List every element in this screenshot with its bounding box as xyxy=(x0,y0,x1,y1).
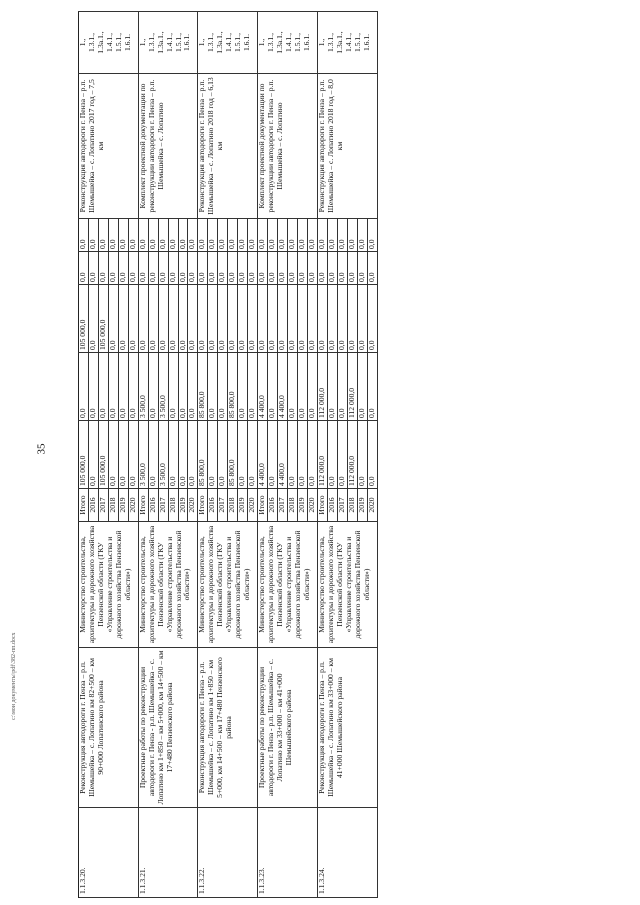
local-budget-cell: 0,0 xyxy=(347,252,357,285)
indicator-codes: 1., 1.3.1., 1.3а.1., 1.4.1., 1.5.1., 1.6.1. xyxy=(138,12,198,74)
program-table xyxy=(78,11,378,898)
local-budget-cell: 0,0 xyxy=(327,252,337,285)
year-cell: 2017 xyxy=(98,489,108,522)
local-budget-cell: 0,0 xyxy=(268,252,278,285)
row-number: 1.1.3.24. xyxy=(317,808,377,898)
table-row xyxy=(138,12,148,898)
total-cell: 0,0 xyxy=(108,421,118,489)
row-number: 1.1.3.22. xyxy=(198,808,258,898)
total-cell: 0,0 xyxy=(297,421,307,489)
federal-budget-cell: 0,0 xyxy=(248,285,258,353)
other-sources-cell: 0,0 xyxy=(288,219,298,252)
local-budget-cell: 0,0 xyxy=(168,252,178,285)
regional-budget-cell: 0,0 xyxy=(208,353,218,421)
total-cell: 0,0 xyxy=(168,421,178,489)
table-row xyxy=(198,12,208,898)
total-cell: 0,0 xyxy=(248,421,258,489)
total-cell: 0,0 xyxy=(178,421,188,489)
regional-budget-cell: 0,0 xyxy=(168,353,178,421)
year-cell: 2020 xyxy=(128,489,138,522)
executor: Министерство строительства, архитектуры и дорожного хозяйства Пензенской области (ГКУ «Управление строительства и дорожного хозяйства Пензенской области») xyxy=(317,522,377,648)
year-cell: 2016 xyxy=(88,489,98,522)
total-cell: 85 800,0 xyxy=(228,421,238,489)
indicator-codes: 1., 1.3.1., 1.3а.1., 1.4.1., 1.5.1., 1.6.1. xyxy=(198,12,258,74)
result-description: Реконструкция автодороги г. Пенза – р.п. Шемышейка – с. Лопатино 2017 год – 7,5 км xyxy=(79,74,139,219)
federal-budget-cell: 0,0 xyxy=(178,285,188,353)
year-cell: 2016 xyxy=(327,489,337,522)
regional-budget-cell: 3 500,0 xyxy=(158,353,168,421)
regional-budget-cell: 0,0 xyxy=(327,353,337,421)
local-budget-cell: 0,0 xyxy=(148,252,158,285)
year-cell: 2018 xyxy=(288,489,298,522)
rotated-table-area xyxy=(78,12,608,898)
regional-budget-cell: 0,0 xyxy=(178,353,188,421)
total-cell: 0,0 xyxy=(268,421,278,489)
measure-name: Проектные работы по реконструкции автодороги г. Пенза - р.п. Шемышейка – с. Лопатино км 1+850 – км 5+000, км 14+500 – км 17+480 Пензенского района xyxy=(138,648,198,808)
total-cell: 0,0 xyxy=(148,421,158,489)
federal-budget-cell: 0,0 xyxy=(317,285,327,353)
other-sources-cell: 0,0 xyxy=(138,219,148,252)
total-cell: 0,0 xyxy=(327,421,337,489)
year-cell: 2019 xyxy=(118,489,128,522)
other-sources-cell: 0,0 xyxy=(367,219,377,252)
other-sources-cell: 0,0 xyxy=(297,219,307,252)
local-budget-cell: 0,0 xyxy=(118,252,128,285)
other-sources-cell: 0,0 xyxy=(148,219,158,252)
row-number: 1.1.3.20. xyxy=(79,808,139,898)
federal-budget-cell: 0,0 xyxy=(188,285,198,353)
result-description: Реконструкция автодороги г. Пенза – р.п. Шемышейка – с. Лопатино 2018 год – 8,0 км xyxy=(317,74,377,219)
year-cell: 2020 xyxy=(307,489,317,522)
executor: Министерство строительства, архитектуры и дорожного хозяйства Пензенской области (ГКУ «Управление строительства и дорожного хозяйства Пензенской области») xyxy=(198,522,258,648)
local-budget-cell: 0,0 xyxy=(357,252,367,285)
other-sources-cell: 0,0 xyxy=(268,219,278,252)
federal-budget-cell: 0,0 xyxy=(198,285,208,353)
regional-budget-cell: 0,0 xyxy=(148,353,158,421)
table-row xyxy=(79,12,89,898)
total-cell: 0,0 xyxy=(307,421,317,489)
local-budget-cell: 0,0 xyxy=(108,252,118,285)
other-sources-cell: 0,0 xyxy=(208,219,218,252)
other-sources-cell: 0,0 xyxy=(357,219,367,252)
row-number: 1.1.3.21. xyxy=(138,808,198,898)
total-cell: 112 000,0 xyxy=(317,421,327,489)
regional-budget-cell: 4 400,0 xyxy=(278,353,288,421)
other-sources-cell: 0,0 xyxy=(347,219,357,252)
year-cell: 2018 xyxy=(108,489,118,522)
federal-budget-cell: 0,0 xyxy=(278,285,288,353)
regional-budget-cell: 0,0 xyxy=(268,353,278,421)
executor: Министерство строительства, архитектуры и дорожного хозяйства Пензенской области (ГКУ «Управление строительства и дорожного хозяйства Пензенской области») xyxy=(138,522,198,648)
local-budget-cell: 0,0 xyxy=(307,252,317,285)
total-cell: 0,0 xyxy=(188,421,198,489)
regional-budget-cell: 0,0 xyxy=(98,353,108,421)
other-sources-cell: 0,0 xyxy=(238,219,248,252)
year-cell: Итого xyxy=(258,489,268,522)
regional-budget-cell: 112 000,0 xyxy=(347,353,357,421)
executor: Министерство строительства, архитектуры и дорожного хозяйства Пензенской области (ГКУ «Управление строительства и дорожного хозяйства Пензенской области») xyxy=(258,522,318,648)
regional-budget-cell: 4 400,0 xyxy=(258,353,268,421)
footer-file-path: c:\мои документы\pdf\382-пп.docx xyxy=(11,632,17,720)
federal-budget-cell: 0,0 xyxy=(88,285,98,353)
table-body xyxy=(79,12,378,898)
measure-name: Проектные работы по реконструкции автодороги г. Пенза - р.п. Шемышейка – с. Лопатино км 33+000 – км 41+000 Шемышейского района xyxy=(258,648,318,808)
total-cell: 0,0 xyxy=(357,421,367,489)
local-budget-cell: 0,0 xyxy=(367,252,377,285)
regional-budget-cell: 0,0 xyxy=(238,353,248,421)
regional-budget-cell: 0,0 xyxy=(128,353,138,421)
regional-budget-cell: 0,0 xyxy=(118,353,128,421)
other-sources-cell: 0,0 xyxy=(88,219,98,252)
year-cell: 2020 xyxy=(367,489,377,522)
local-budget-cell: 0,0 xyxy=(138,252,148,285)
federal-budget-cell: 0,0 xyxy=(367,285,377,353)
rotated-table-wrapper xyxy=(78,12,608,898)
result-description: Комплект проектной документации по реконструкции автодороги г. Пенза – р.п. Шемышейка – с. Лопатино xyxy=(138,74,198,219)
year-cell: 2018 xyxy=(347,489,357,522)
regional-budget-cell: 0,0 xyxy=(88,353,98,421)
other-sources-cell: 0,0 xyxy=(188,219,198,252)
total-cell: 0,0 xyxy=(288,421,298,489)
regional-budget-cell: 0,0 xyxy=(297,353,307,421)
total-cell: 0,0 xyxy=(208,421,218,489)
other-sources-cell: 0,0 xyxy=(317,219,327,252)
regional-budget-cell: 3 500,0 xyxy=(138,353,148,421)
table-row xyxy=(258,12,268,898)
federal-budget-cell: 0,0 xyxy=(327,285,337,353)
year-cell: 2017 xyxy=(278,489,288,522)
local-budget-cell: 0,0 xyxy=(288,252,298,285)
local-budget-cell: 0,0 xyxy=(208,252,218,285)
year-cell: 2017 xyxy=(337,489,347,522)
local-budget-cell: 0,0 xyxy=(278,252,288,285)
regional-budget-cell: 0,0 xyxy=(288,353,298,421)
year-cell: 2020 xyxy=(188,489,198,522)
local-budget-cell: 0,0 xyxy=(297,252,307,285)
year-cell: Итого xyxy=(138,489,148,522)
federal-budget-cell: 0,0 xyxy=(337,285,347,353)
federal-budget-cell: 0,0 xyxy=(288,285,298,353)
total-cell: 105 000,0 xyxy=(79,421,89,489)
other-sources-cell: 0,0 xyxy=(198,219,208,252)
page-number: 35 xyxy=(35,443,48,455)
regional-budget-cell: 85 800,0 xyxy=(198,353,208,421)
regional-budget-cell: 0,0 xyxy=(248,353,258,421)
local-budget-cell: 0,0 xyxy=(158,252,168,285)
regional-budget-cell: 0,0 xyxy=(357,353,367,421)
executor: Министерство строительства, архитектуры и дорожного хозяйства Пензенской области (ГКУ «Управление строительства и дорожного хозяйства Пензенской области») xyxy=(79,522,139,648)
federal-budget-cell: 0,0 xyxy=(128,285,138,353)
local-budget-cell: 0,0 xyxy=(88,252,98,285)
regional-budget-cell: 112 000,0 xyxy=(317,353,327,421)
year-cell: 2016 xyxy=(268,489,278,522)
other-sources-cell: 0,0 xyxy=(218,219,228,252)
total-cell: 4 400,0 xyxy=(258,421,268,489)
local-budget-cell: 0,0 xyxy=(128,252,138,285)
other-sources-cell: 0,0 xyxy=(168,219,178,252)
federal-budget-cell: 0,0 xyxy=(158,285,168,353)
federal-budget-cell: 0,0 xyxy=(258,285,268,353)
other-sources-cell: 0,0 xyxy=(307,219,317,252)
federal-budget-cell: 0,0 xyxy=(297,285,307,353)
local-budget-cell: 0,0 xyxy=(337,252,347,285)
regional-budget-cell: 0,0 xyxy=(79,353,89,421)
other-sources-cell: 0,0 xyxy=(248,219,258,252)
other-sources-cell: 0,0 xyxy=(327,219,337,252)
federal-budget-cell: 0,0 xyxy=(238,285,248,353)
total-cell: 0,0 xyxy=(337,421,347,489)
local-budget-cell: 0,0 xyxy=(238,252,248,285)
other-sources-cell: 0,0 xyxy=(178,219,188,252)
measure-name: Реконструкция автодороги г. Пенза – р.п. Шемышейка – с. Лопатино км 82+500 – км 90+000 Лопатинского района xyxy=(79,648,139,808)
year-cell: 2017 xyxy=(158,489,168,522)
local-budget-cell: 0,0 xyxy=(198,252,208,285)
row-number: 1.1.3.23. xyxy=(258,808,318,898)
other-sources-cell: 0,0 xyxy=(258,219,268,252)
total-cell: 4 400,0 xyxy=(278,421,288,489)
federal-budget-cell: 0,0 xyxy=(168,285,178,353)
year-cell: Итого xyxy=(317,489,327,522)
other-sources-cell: 0,0 xyxy=(79,219,89,252)
federal-budget-cell: 0,0 xyxy=(307,285,317,353)
year-cell: 2016 xyxy=(208,489,218,522)
other-sources-cell: 0,0 xyxy=(128,219,138,252)
year-cell: 2019 xyxy=(238,489,248,522)
year-cell: 2018 xyxy=(168,489,178,522)
other-sources-cell: 0,0 xyxy=(228,219,238,252)
total-cell: 3 500,0 xyxy=(158,421,168,489)
total-cell: 112 000,0 xyxy=(347,421,357,489)
federal-budget-cell: 105 000,0 xyxy=(98,285,108,353)
local-budget-cell: 0,0 xyxy=(178,252,188,285)
other-sources-cell: 0,0 xyxy=(337,219,347,252)
total-cell: 0,0 xyxy=(367,421,377,489)
year-cell: 2019 xyxy=(297,489,307,522)
regional-budget-cell: 0,0 xyxy=(188,353,198,421)
federal-budget-cell: 0,0 xyxy=(208,285,218,353)
measure-name: Реконструкция автодороги г. Пенза - р.п. Шемышейка – с. Лопатино км 1+850 – км 5+000, км 14+500 – км 17+480 Пензенского района xyxy=(198,648,258,808)
total-cell: 0,0 xyxy=(88,421,98,489)
regional-budget-cell: 0,0 xyxy=(108,353,118,421)
other-sources-cell: 0,0 xyxy=(108,219,118,252)
total-cell: 0,0 xyxy=(218,421,228,489)
federal-budget-cell: 0,0 xyxy=(228,285,238,353)
total-cell: 0,0 xyxy=(238,421,248,489)
result-description: Реконструкция автодороги г. Пенза – р.п. Шемышейка – с. Лопатино 2018 год – 6,13 км xyxy=(198,74,258,219)
year-cell: 2019 xyxy=(178,489,188,522)
year-cell: 2019 xyxy=(357,489,367,522)
regional-budget-cell: 0,0 xyxy=(218,353,228,421)
local-budget-cell: 0,0 xyxy=(317,252,327,285)
federal-budget-cell: 0,0 xyxy=(218,285,228,353)
indicator-codes: 1., 1.3.1., 1.3а.1., 1.4.1., 1.5.1., 1.6.1. xyxy=(79,12,139,74)
local-budget-cell: 0,0 xyxy=(248,252,258,285)
year-cell: Итого xyxy=(198,489,208,522)
other-sources-cell: 0,0 xyxy=(98,219,108,252)
local-budget-cell: 0,0 xyxy=(228,252,238,285)
federal-budget-cell: 0,0 xyxy=(118,285,128,353)
regional-budget-cell: 0,0 xyxy=(307,353,317,421)
local-budget-cell: 0,0 xyxy=(188,252,198,285)
other-sources-cell: 0,0 xyxy=(118,219,128,252)
measure-name: Реконструкция автодороги г. Пенза – р.п. Шемышейка – с. Лопатино км 33+000 – км 41+000 Шемышейского района xyxy=(317,648,377,808)
table-row xyxy=(317,12,327,898)
local-budget-cell: 0,0 xyxy=(79,252,89,285)
total-cell: 0,0 xyxy=(118,421,128,489)
federal-budget-cell: 0,0 xyxy=(108,285,118,353)
local-budget-cell: 0,0 xyxy=(98,252,108,285)
federal-budget-cell: 0,0 xyxy=(357,285,367,353)
year-cell: 2017 xyxy=(218,489,228,522)
federal-budget-cell: 0,0 xyxy=(138,285,148,353)
regional-budget-cell: 0,0 xyxy=(367,353,377,421)
result-description: Комплект проектной документации по реконструкции автодороги г. Пенза – р.п. Шемышейка – с. Лопатино xyxy=(258,74,318,219)
total-cell: 85 800,0 xyxy=(198,421,208,489)
other-sources-cell: 0,0 xyxy=(278,219,288,252)
federal-budget-cell: 0,0 xyxy=(148,285,158,353)
year-cell: Итого xyxy=(79,489,89,522)
federal-budget-cell: 105 000,0 xyxy=(79,285,89,353)
total-cell: 3 500,0 xyxy=(138,421,148,489)
year-cell: 2016 xyxy=(148,489,158,522)
year-cell: 2018 xyxy=(228,489,238,522)
year-cell: 2020 xyxy=(248,489,258,522)
federal-budget-cell: 0,0 xyxy=(268,285,278,353)
other-sources-cell: 0,0 xyxy=(158,219,168,252)
regional-budget-cell: 0,0 xyxy=(337,353,347,421)
total-cell: 105 000,0 xyxy=(98,421,108,489)
indicator-codes: 1., 1.3.1., 1.3а.1., 1.4.1., 1.5.1., 1.6.1. xyxy=(258,12,318,74)
indicator-codes: 1., 1.3.1., 1.3а.1., 1.4.1., 1.5.1., 1.6.1. xyxy=(317,12,377,74)
total-cell: 0,0 xyxy=(128,421,138,489)
local-budget-cell: 0,0 xyxy=(258,252,268,285)
regional-budget-cell: 85 800,0 xyxy=(228,353,238,421)
local-budget-cell: 0,0 xyxy=(218,252,228,285)
federal-budget-cell: 0,0 xyxy=(347,285,357,353)
